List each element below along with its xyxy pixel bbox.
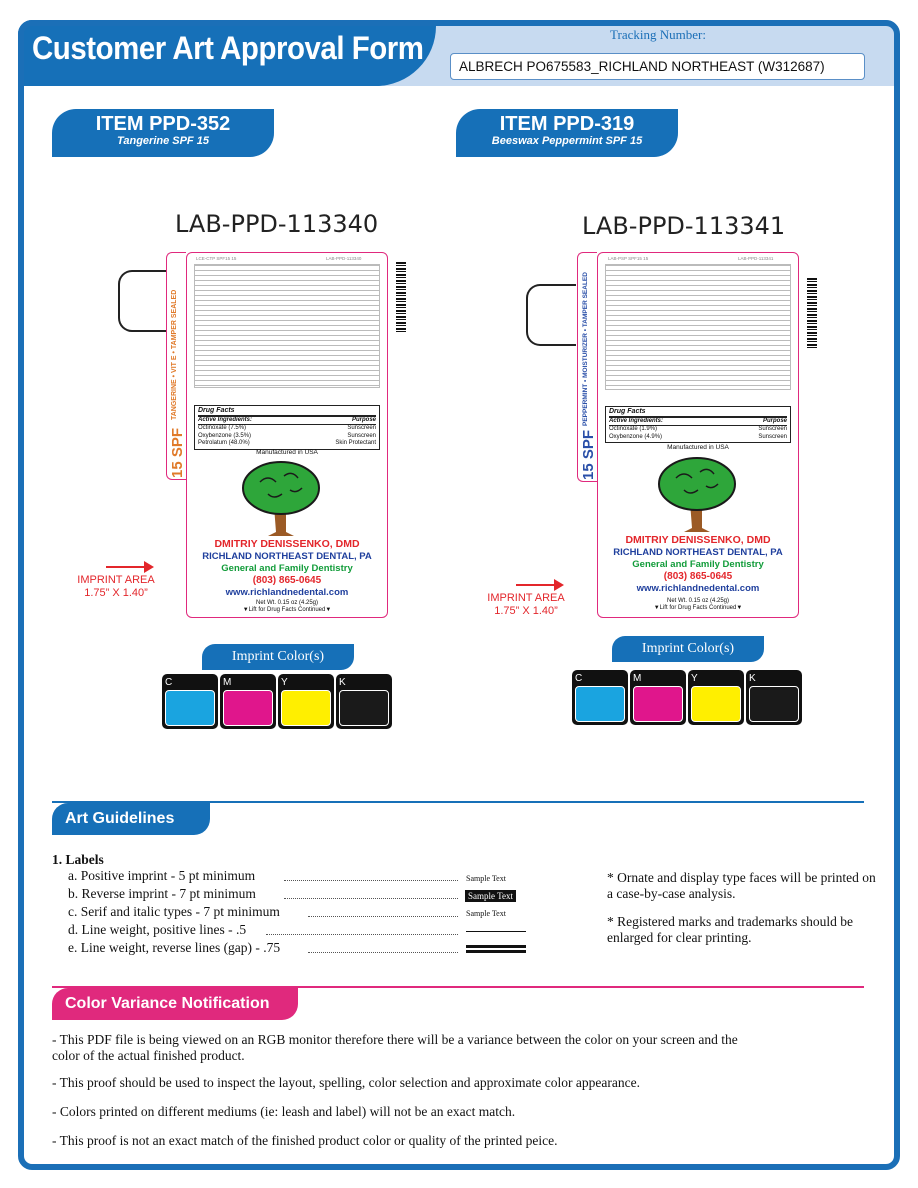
net-weight (186, 600, 388, 614)
item-tab-2 (456, 109, 678, 157)
imprint-area-size: 1.75” X 1.40” (494, 605, 558, 617)
website: www.richlandnedental.com (636, 583, 760, 594)
drug-facts-box (605, 406, 791, 443)
imprint-arrow-icon (516, 584, 562, 586)
spf-text: 15 SPF (580, 429, 597, 480)
variance-line-3: - Colors printed on different mediums (ie: leash and label) will not be an exact match. (52, 1104, 516, 1119)
net-weight-text: Net Wt. 0.15 oz (4.25g) (255, 600, 319, 606)
item-flavor: Tangerine SPF 15 (117, 135, 209, 147)
swatch-label: K (749, 673, 756, 684)
guideline-row: a. Positive imprint - 5 pt minimum (68, 868, 256, 883)
barcode-icon (396, 262, 406, 332)
drug-facts-right-head: Purpose (351, 416, 376, 423)
swatch-fill (339, 690, 389, 726)
guidelines-heading (52, 851, 104, 868)
imprint-block (186, 538, 388, 599)
note-ornate: * Ornate and display type faces will be printed on a case-by-case analysis. (607, 870, 876, 901)
swatch-fill (165, 690, 215, 726)
guideline-row: b. Reverse imprint - 7 pt minimum (68, 886, 256, 901)
imprint-area-title: IMPRINT AREA (487, 592, 565, 604)
swatch-label: C (575, 673, 583, 684)
practice-name: RICHLAND NORTHEAST DENTAL, PA (613, 547, 783, 558)
imprint-block (597, 534, 799, 595)
drug-purpose: Skin Protectant (335, 440, 376, 446)
drug-purpose: Sunscreen (347, 425, 376, 431)
barcode-icon (807, 278, 817, 348)
tracking-number-field[interactable]: ALBRECH PO675583_RICHLAND NORTHEAST (W312687) (450, 53, 865, 80)
lift-text: ▼Lift for Drug Facts Continued▼ (242, 607, 332, 613)
item-flavor: Beeswax Peppermint SPF 15 (491, 135, 643, 147)
imprint-area-label (74, 574, 158, 600)
label-head-left: LCE-CTP SPF15 15 (196, 256, 237, 261)
spf-text: 15 SPF (169, 427, 186, 478)
tree-logo-icon (240, 460, 322, 536)
side-text: TANGERINE • VIT E • TAMPER SEALED (171, 289, 178, 420)
drug-facts-left-head: Active Ingredients: (198, 416, 253, 423)
guideline-leader (266, 934, 458, 935)
variance-line-2: - This proof should be used to inspect the layout, spelling, color selection and approximate color appearance. (52, 1075, 640, 1090)
swatch-black (746, 670, 802, 725)
label-head-left: LAB-PSP SPF15 15 (608, 256, 649, 261)
color-variance-tab: Color Variance Notification (52, 988, 298, 1020)
label-head-right: LAB-PPD-113340 (326, 256, 362, 261)
lab-code: LAB-PPD-113341 (582, 212, 786, 240)
guideline-leader (284, 898, 458, 899)
swatch-black (336, 674, 392, 729)
net-weight (597, 598, 799, 612)
item-tab-1 (52, 109, 274, 157)
drug-ingredient: Oxybenzone (4.9%) (609, 433, 663, 440)
guideline-leader (308, 952, 458, 953)
drug-purpose: Sunscreen (758, 426, 787, 432)
fine-print-block (605, 264, 791, 390)
drug-ingredient: Petrolatum (48.0%) (198, 440, 250, 446)
guideline-row: d. Line weight, positive lines - .5 (68, 922, 247, 937)
lift-text: ▼Lift for Drug Facts Continued▼ (653, 605, 743, 611)
reverse-line-sample (466, 945, 526, 953)
imprint-arrow-icon (106, 566, 152, 568)
swatch-label: M (223, 677, 232, 688)
guideline-leader (308, 916, 458, 917)
guideline-leader (284, 880, 458, 881)
swatch-fill (281, 690, 331, 726)
swatch-fill (575, 686, 625, 722)
drug-ingredient: Oxybenzone (3.5%) (198, 432, 252, 439)
tree-logo-icon (656, 456, 738, 532)
drug-purpose: Sunscreen (758, 433, 787, 440)
lab-code: LAB-PPD-113340 (175, 210, 379, 238)
item-code: ITEM PPD-352 (95, 113, 231, 135)
sample-serif: Sample Text (466, 909, 506, 918)
service-line: General and Family Dentistry (221, 563, 353, 574)
imprint-area-title: IMPRINT AREA (77, 574, 155, 586)
swatch-label: C (165, 677, 173, 688)
phone-number: (803) 865-0645 (252, 575, 322, 586)
positive-line-sample (466, 931, 526, 932)
swatch-cyan (162, 674, 218, 729)
hang-hook-icon (118, 270, 168, 332)
imprint-area-size: 1.75” X 1.40” (84, 587, 148, 599)
swatch-label: K (339, 677, 346, 688)
swatch-fill (691, 686, 741, 722)
swatch-label: Y (691, 673, 698, 684)
sample-positive: Sample Text (466, 874, 506, 883)
drug-ingredient: Octinoxate (7.5%) (198, 425, 247, 431)
made-in-text: Manufactured in USA (667, 444, 729, 451)
sample-reverse: Sample Text (465, 890, 516, 902)
hang-hook-icon (526, 284, 576, 346)
swatch-magenta (220, 674, 276, 729)
label-head-right: LAB-PPD-113341 (738, 256, 774, 261)
swatch-magenta (630, 670, 686, 725)
imprint-colors-tab: Imprint Color(s) (612, 636, 764, 662)
net-weight-text: Net Wt. 0.15 oz (4.25g) (666, 598, 730, 604)
made-in-text: Manufactured in USA (256, 449, 318, 456)
drug-facts-title: Drug Facts (198, 407, 376, 417)
swatch-cyan (572, 670, 628, 725)
phone-number: (803) 865-0645 (663, 571, 733, 582)
drug-ingredient: Octinoxate (1.9%) (609, 426, 658, 432)
drug-facts-right-head: Purpose (762, 417, 787, 424)
swatch-fill (633, 686, 683, 722)
imprint-area-label (484, 592, 568, 618)
note-registered: * Registered marks and trademarks should be enlarged for clear printing. (607, 914, 853, 945)
swatch-yellow (278, 674, 334, 729)
drug-facts-left-head: Active Ingredients: (609, 417, 664, 424)
item-code: ITEM PPD-319 (499, 113, 635, 135)
swatch-yellow (688, 670, 744, 725)
drug-facts-box (194, 405, 380, 450)
art-guidelines-tab: Art Guidelines (52, 803, 210, 835)
swatch-fill (223, 690, 273, 726)
service-line: General and Family Dentistry (632, 559, 764, 570)
swatch-label: M (633, 673, 642, 684)
doctor-name: DMITRIY DENISSENKO, DMD (214, 538, 360, 550)
drug-purpose: Sunscreen (347, 432, 376, 439)
website: www.richlandnedental.com (225, 587, 349, 598)
guideline-row: c. Serif and italic types - 7 pt minimum (68, 904, 280, 919)
swatch-fill (749, 686, 799, 722)
side-text: PEPPERMINT • MOISTURIZER • TAMPER SEALED (582, 272, 589, 426)
tracking-number-label: Tracking Number: (610, 27, 706, 42)
guideline-row: e. Line weight, reverse lines (gap) - .75 (68, 940, 281, 955)
page-title: Customer Art Approval Form (32, 30, 424, 66)
imprint-colors-tab: Imprint Color(s) (202, 644, 354, 670)
fine-print-block (194, 264, 380, 388)
practice-name: RICHLAND NORTHEAST DENTAL, PA (202, 551, 372, 562)
swatch-label: Y (281, 677, 288, 688)
doctor-name: DMITRIY DENISSENKO, DMD (625, 534, 771, 546)
variance-line-1: - This PDF file is being viewed on an RGB monitor therefore there will be a variance between the color on your screen and the color of the actual finished product. (52, 1032, 738, 1063)
variance-line-4: - This proof is not an exact match of the finished product color or quality of the printed peice. (52, 1133, 558, 1148)
drug-facts-title: Drug Facts (609, 408, 787, 418)
labels-heading: 1. Labels (52, 852, 104, 867)
